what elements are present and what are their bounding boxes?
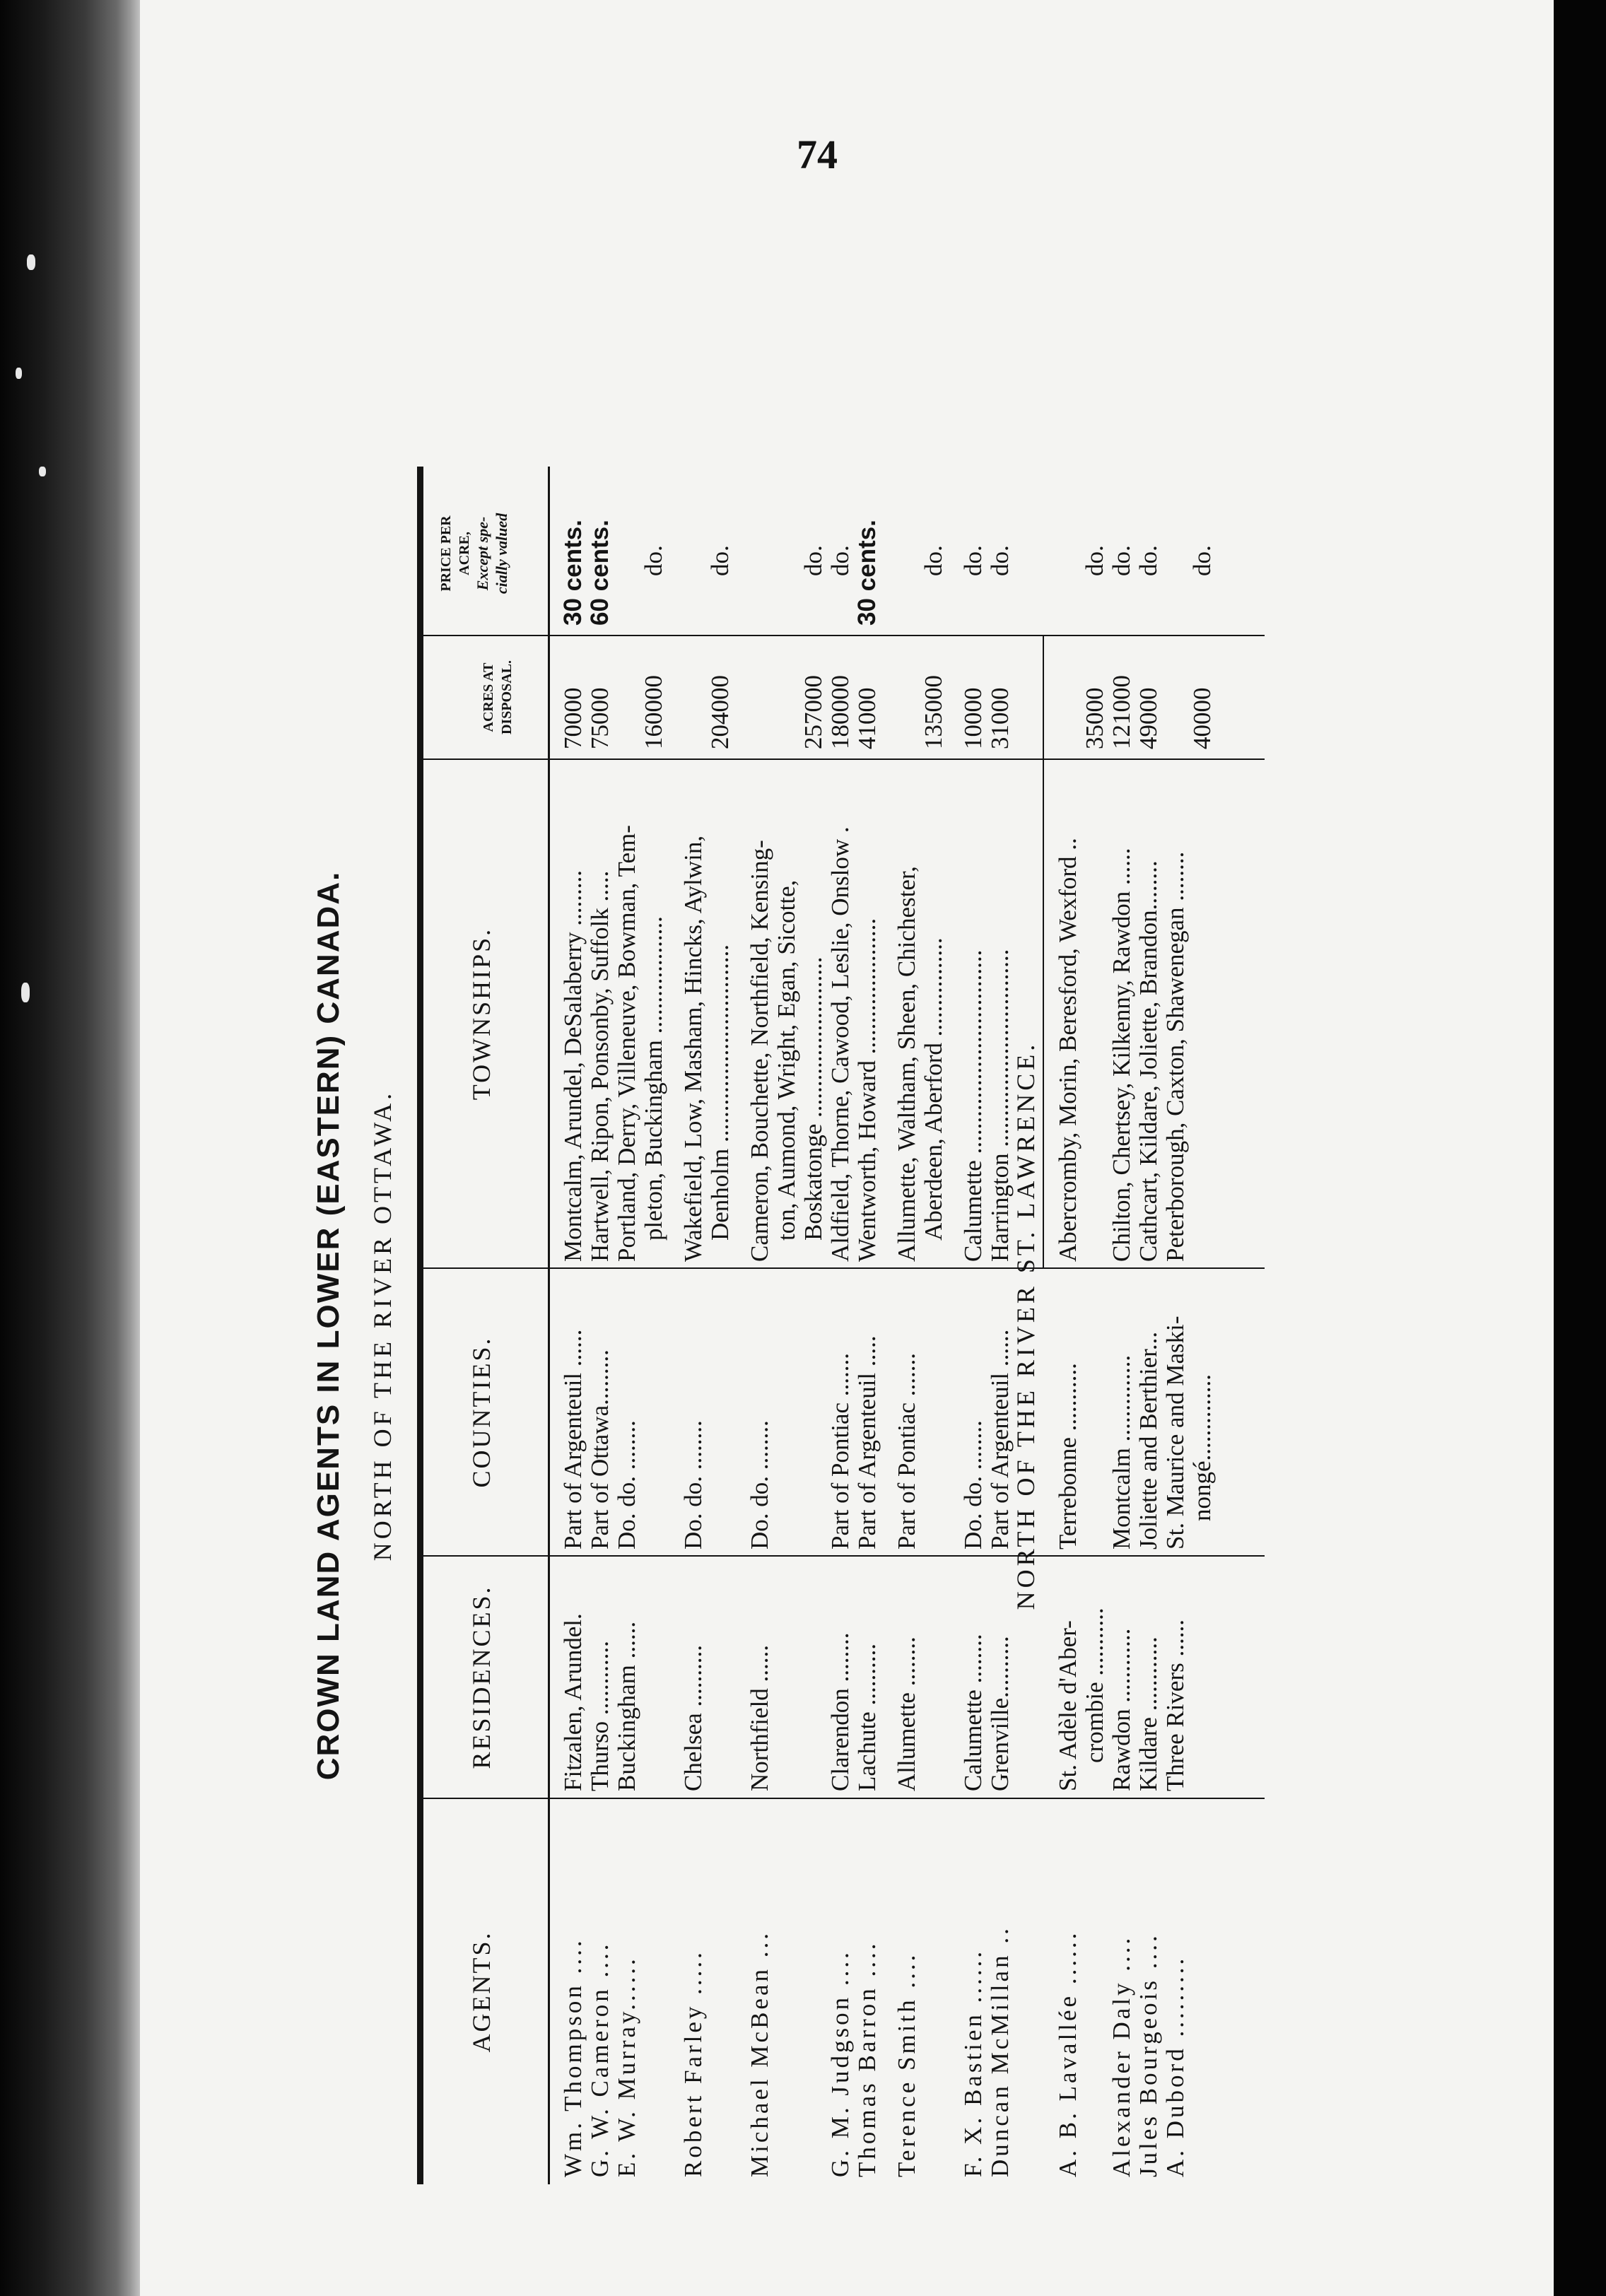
header-acres — [479, 636, 516, 758]
header-acres-line2: DISPOSAL. — [499, 660, 515, 735]
county: Part of Ottawa......... — [586, 1349, 614, 1550]
header-residences: RESIDENCES. — [467, 1585, 496, 1769]
county: Terrebonne ........... — [1054, 1363, 1082, 1550]
column-rule — [423, 758, 1265, 760]
townships: Hartwell, Ripon, Ponsonby, Suffolk ..... — [586, 870, 614, 1262]
agent-name: G. W. Cameron .... — [586, 1941, 614, 2177]
county: Joliette and Berthier... — [1135, 1331, 1162, 1550]
townships: ton, Aumond, Wright, Egan, Sicotte, — [773, 879, 800, 1241]
agent-name: Terence Smith .... — [893, 1952, 920, 2177]
header-price-line2: ACRE, — [457, 532, 472, 575]
county: Do. do. ........ — [959, 1420, 987, 1550]
acres-value: 180000 — [826, 675, 854, 749]
acres-value: 204000 — [706, 675, 734, 749]
speck — [21, 983, 30, 1002]
header-townships: TOWNSHIPS. — [467, 927, 496, 1101]
townships: Calumette ................................. — [959, 949, 987, 1262]
header-price-line3-text: Except spe- — [474, 516, 491, 591]
townships: Boskatonge .......................... — [799, 956, 827, 1241]
facing-page-edge — [1554, 0, 1606, 2296]
speck — [16, 368, 22, 379]
county: nongé.............. — [1188, 1374, 1216, 1521]
acres-value: 41000 — [853, 687, 881, 749]
agent-name: Alexander Daly .... — [1108, 1935, 1135, 2177]
townships: Harrington ................................ — [986, 949, 1014, 1262]
column-rule — [423, 1798, 1265, 1799]
residence: Kildare ............ — [1135, 1636, 1162, 1791]
townships: Peterborough, Caxton, Shawenegan ........ — [1161, 851, 1189, 1262]
agent-name: Wm. Thompson .... — [559, 1938, 587, 2177]
county: Part of Pontiac ....... — [893, 1352, 920, 1550]
price-value: do. — [1135, 545, 1162, 576]
townships: Aldfield, Thorne, Cawood, Leslie, Onslow . — [826, 826, 854, 1262]
acres-value: 40000 — [1188, 687, 1216, 749]
acres-value: 70000 — [559, 687, 587, 749]
county: Part of Argenteuil ...... — [986, 1329, 1014, 1550]
county: Montcalm .............. — [1108, 1354, 1135, 1550]
price-value: do. — [1081, 545, 1108, 576]
header-counties: COUNTIES. — [467, 1336, 496, 1488]
price-value: do. — [799, 545, 827, 576]
residence: St. Adèle d'Aber- — [1054, 1620, 1082, 1791]
residence: Fitzalen, Arundel. — [559, 1613, 587, 1791]
header-price-line3 — [474, 472, 493, 635]
header-price-line1: PRICE PER — [438, 515, 454, 592]
county: Part of Argenteuil ...... — [559, 1329, 587, 1550]
acres-value: 257000 — [799, 675, 827, 749]
price-value: 30 cents. — [559, 520, 587, 626]
residence: Three Rivers ...... — [1161, 1620, 1189, 1791]
price-value: do. — [706, 545, 734, 576]
residence: Chelsea .......... — [679, 1644, 707, 1791]
county: Part of Argenteuil ..... — [853, 1335, 881, 1550]
acres-value: 121000 — [1108, 675, 1135, 749]
townships: Cameron, Bouchette, Northfield, Kensing- — [746, 840, 773, 1262]
residence: Grenville.......... — [986, 1636, 1014, 1791]
book-binding-shadow — [0, 0, 141, 2296]
county: Part of Pontiac ....... — [826, 1352, 854, 1550]
agent-name: F. X. Bastien ...... — [959, 1948, 987, 2177]
section-heading-stlawrence: NORTH OF THE RIVER ST. LAWRENCE. — [1012, 1041, 1040, 1610]
price-value: 60 cents. — [586, 520, 614, 626]
agent-name: Michael McBean ... — [746, 1931, 773, 2177]
header-agents: AGENTS. — [467, 1931, 496, 2053]
agent-name: Duncan McMillan .. — [986, 1926, 1014, 2177]
header-price — [437, 472, 512, 635]
townships: Denholm ................................ — [706, 944, 734, 1241]
speck — [39, 467, 46, 476]
header-price-line4-text: cially valued — [493, 512, 510, 594]
townships: Wakefield, Low, Masham, Hincks, Aylwin, — [679, 835, 707, 1262]
agent-name: Robert Farley ..... — [679, 1950, 707, 2177]
residence: Lachute .......... — [853, 1644, 881, 1791]
rotated-table — [297, 205, 1343, 2184]
residence: Allumette ........ — [893, 1636, 920, 1791]
townships: Allumette, Waltham, Sheen, Chichester, — [893, 866, 920, 1262]
table-top-rule — [417, 467, 423, 2184]
header-acres-line1: ACRES AT — [481, 662, 496, 732]
agent-name: G. M. Judgson .... — [826, 1950, 854, 2177]
residence: Rawdon ............ — [1108, 1628, 1135, 1791]
townships: Aberdeen, Aberford ................ — [920, 937, 947, 1241]
page-title: CROWN LAND AGENTS IN LOWER (EASTERN) CANADA. — [311, 870, 346, 1781]
townships: pleton, Buckingham ................... — [640, 916, 667, 1241]
acres-value: 49000 — [1135, 687, 1162, 749]
price-value: do. — [986, 545, 1014, 576]
price-value: do. — [640, 545, 667, 576]
residence: Northfield ...... — [746, 1644, 773, 1791]
townships: Abercromby, Morin, Beresford, Wexford .. — [1054, 838, 1082, 1262]
speck — [27, 254, 35, 270]
price-value: do. — [959, 545, 987, 576]
price-value: do. — [1108, 545, 1135, 576]
acres-value: 135000 — [920, 675, 947, 749]
county: Do. do. ........ — [679, 1420, 707, 1550]
acres-value: 10000 — [959, 687, 987, 749]
price-value: do. — [1188, 545, 1216, 576]
residence: crombie ........... — [1081, 1607, 1108, 1763]
acres-value: 160000 — [640, 675, 667, 749]
price-value: do. — [826, 545, 854, 576]
townships: Chilton, Chertsey, Kilkenny, Rawdon ...... — [1108, 848, 1135, 1262]
townships: Montcalm, Arundel, DeSalaberry ......... — [559, 869, 587, 1262]
residence: Buckingham ...... — [613, 1621, 640, 1791]
price-value: 30 cents. — [853, 520, 881, 626]
acres-value: 75000 — [586, 687, 614, 749]
price-value: do. — [920, 545, 947, 576]
header-rule — [548, 467, 550, 2184]
county: Do. do. ........ — [746, 1420, 773, 1550]
column-rule — [423, 1555, 1265, 1557]
page-number: 74 — [797, 131, 838, 177]
townships: Wentworth, Howard ...................... — [853, 918, 881, 1262]
agent-name: E. W. Murray...... — [613, 1956, 640, 2177]
residence: Calumette ........ — [959, 1634, 987, 1791]
county: Do. do. ........ — [613, 1420, 640, 1550]
column-rule — [423, 1267, 1265, 1269]
agent-name: A. B. Lavallée ...... — [1054, 1930, 1082, 2177]
section-rule — [1043, 635, 1044, 1269]
residence: Thurso ............ — [586, 1641, 614, 1791]
residence: Clarendon ........ — [826, 1632, 854, 1791]
county: St. Maurice and Maski- — [1161, 1316, 1189, 1550]
agent-name: Thomas Barron .... — [853, 1940, 881, 2177]
townships: Cathcart, Kildare, Joliette, Brandon........ — [1135, 860, 1162, 1262]
agent-name: A. Dubord ......... — [1161, 1955, 1189, 2177]
section-heading-ottawa: NORTH OF THE RIVER OTTAWA. — [368, 1089, 397, 1562]
acres-value: 35000 — [1081, 687, 1108, 749]
townships: Portland, Derry, Villeneuve, Bowman, Tem- — [613, 825, 640, 1262]
acres-value: 31000 — [986, 687, 1014, 749]
column-rule — [423, 635, 1265, 636]
agent-name: Jules Bourgeois .... — [1135, 1933, 1162, 2177]
header-price-line4 — [493, 472, 512, 635]
